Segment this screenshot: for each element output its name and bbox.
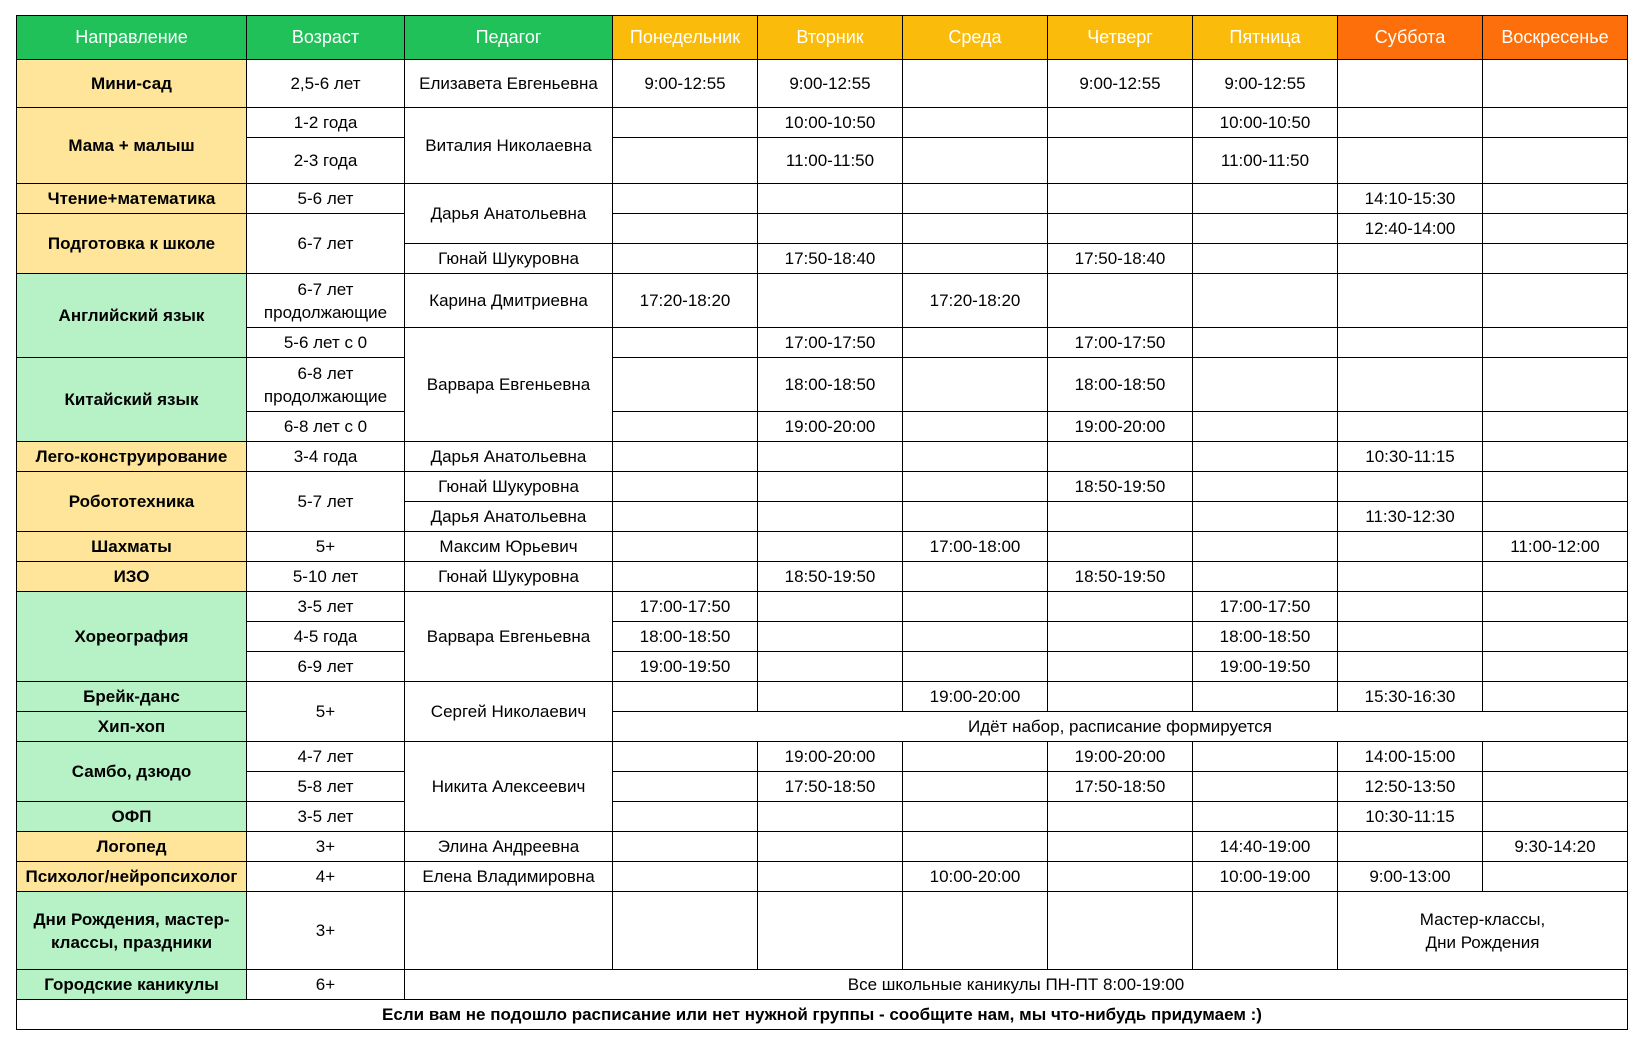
table-row — [17, 562, 1628, 592]
table-cell — [1048, 214, 1193, 244]
table-cell — [1483, 358, 1628, 412]
table-cell: Елизавета Евгеньевна — [405, 60, 613, 108]
table-header — [17, 16, 1628, 60]
header-saturday: Суббота — [1338, 16, 1483, 60]
table-cell: 3-5 лет — [247, 592, 405, 622]
table-row — [17, 1000, 1628, 1030]
table-row — [17, 772, 1628, 802]
table-cell: 17:50-18:40 — [758, 244, 903, 274]
table-cell — [1338, 562, 1483, 592]
table-cell: 2-3 года — [247, 138, 405, 184]
table-cell — [613, 328, 758, 358]
table-row — [17, 652, 1628, 682]
table-cell — [903, 772, 1048, 802]
table-cell — [1483, 682, 1628, 712]
table-cell: 2,5-6 лет — [247, 60, 405, 108]
table-cell: 11:00-11:50 — [1193, 138, 1338, 184]
direction-cell: Мама + малыш — [17, 108, 247, 184]
table-cell — [758, 184, 903, 214]
table-cell: 1-2 года — [247, 108, 405, 138]
table-cell — [1048, 832, 1193, 862]
table-cell — [1048, 442, 1193, 472]
table-cell — [1193, 214, 1338, 244]
table-cell: 18:00-18:50 — [613, 622, 758, 652]
table-cell: Максим Юрьевич — [405, 532, 613, 562]
table-row — [17, 328, 1628, 358]
table-cell — [1338, 622, 1483, 652]
table-cell: 17:20-18:20 — [613, 274, 758, 328]
table-cell — [613, 214, 758, 244]
table-row — [17, 108, 1628, 138]
table-cell — [758, 442, 903, 472]
table-row — [17, 184, 1628, 214]
table-cell — [1048, 802, 1193, 832]
table-cell — [1193, 442, 1338, 472]
table-cell — [405, 892, 613, 970]
table-cell — [613, 472, 758, 502]
table-cell — [1193, 184, 1338, 214]
table-cell: 5+ — [247, 682, 405, 742]
table-cell: Все школьные каникулы ПН-ПТ 8:00-19:00 — [405, 970, 1628, 1000]
table-cell — [1338, 532, 1483, 562]
table-cell — [1338, 274, 1483, 328]
table-cell: 9:00-13:00 — [1338, 862, 1483, 892]
table-cell — [1048, 184, 1193, 214]
table-cell — [613, 244, 758, 274]
direction-cell: ОФП — [17, 802, 247, 832]
table-cell — [1193, 892, 1338, 970]
header-direction: Направление — [17, 16, 247, 60]
table-row — [17, 532, 1628, 562]
table-cell — [903, 502, 1048, 532]
table-cell — [758, 472, 903, 502]
table-cell — [758, 892, 903, 970]
table-row — [17, 274, 1628, 328]
table-cell — [903, 108, 1048, 138]
table-cell — [613, 184, 758, 214]
header-tuesday: Вторник — [758, 16, 903, 60]
table-cell: Элина Андреевна — [405, 832, 613, 862]
table-cell — [903, 472, 1048, 502]
table-row — [17, 682, 1628, 712]
table-cell — [1483, 862, 1628, 892]
table-cell: 17:00-17:50 — [758, 328, 903, 358]
header-row — [17, 16, 1628, 60]
table-cell — [1048, 622, 1193, 652]
table-cell: 10:00-19:00 — [1193, 862, 1338, 892]
table-cell: 6-9 лет — [247, 652, 405, 682]
table-cell — [903, 742, 1048, 772]
direction-cell: Психолог/нейропсихолог — [17, 862, 247, 892]
direction-cell: Хореография — [17, 592, 247, 682]
table-cell — [1338, 138, 1483, 184]
table-cell: 10:00-10:50 — [1193, 108, 1338, 138]
table-cell — [903, 802, 1048, 832]
table-cell: 14:00-15:00 — [1338, 742, 1483, 772]
table-row — [17, 862, 1628, 892]
table-cell — [758, 532, 903, 562]
table-cell — [1483, 652, 1628, 682]
table-cell — [1483, 742, 1628, 772]
table-cell — [903, 214, 1048, 244]
direction-cell: Английский язык — [17, 274, 247, 358]
table-cell — [613, 562, 758, 592]
table-cell — [758, 652, 903, 682]
direction-cell: Шахматы — [17, 532, 247, 562]
table-cell: Дарья Анатольевна — [405, 442, 613, 472]
table-row — [17, 802, 1628, 832]
table-cell — [903, 832, 1048, 862]
table-cell: Варвара Евгеньевна — [405, 328, 613, 442]
table-cell: 17:50-18:50 — [758, 772, 903, 802]
table-cell — [1338, 652, 1483, 682]
table-row — [17, 412, 1628, 442]
table-cell — [1483, 442, 1628, 472]
direction-cell: Подготовка к школе — [17, 214, 247, 274]
header-monday: Понедельник — [613, 16, 758, 60]
header-age: Возраст — [247, 16, 405, 60]
direction-cell: Хип-хоп — [17, 712, 247, 742]
table-cell — [1483, 772, 1628, 802]
table-cell: 5-10 лет — [247, 562, 405, 592]
table-cell: Если вам не подошло расписание или нет нужной группы - сообщите нам, мы что-нибудь придумаем :) — [17, 1000, 1628, 1030]
table-cell — [613, 772, 758, 802]
schedule-table — [16, 15, 1628, 1030]
table-cell — [613, 358, 758, 412]
table-cell — [1483, 274, 1628, 328]
table-row — [17, 592, 1628, 622]
table-cell: 18:00-18:50 — [1048, 358, 1193, 412]
table-cell — [1193, 412, 1338, 442]
table-cell — [1193, 682, 1338, 712]
table-cell — [1338, 60, 1483, 108]
table-cell: Сергей Николаевич — [405, 682, 613, 742]
table-row — [17, 442, 1628, 472]
table-cell — [758, 274, 903, 328]
header-thursday: Четверг — [1048, 16, 1193, 60]
table-cell — [903, 592, 1048, 622]
table-cell — [1193, 742, 1338, 772]
table-cell — [1048, 532, 1193, 562]
table-cell: 3-4 года — [247, 442, 405, 472]
table-cell — [613, 892, 758, 970]
table-cell — [1048, 592, 1193, 622]
table-cell — [903, 184, 1048, 214]
table-cell: 6+ — [247, 970, 405, 1000]
table-cell: 18:00-18:50 — [758, 358, 903, 412]
table-cell: 17:00-17:50 — [613, 592, 758, 622]
table-cell — [1048, 892, 1193, 970]
table-cell — [1193, 358, 1338, 412]
table-cell — [903, 138, 1048, 184]
table-cell: 10:00-10:50 — [758, 108, 903, 138]
table-cell — [1048, 138, 1193, 184]
table-cell: 19:00-20:00 — [758, 412, 903, 442]
table-cell — [613, 502, 758, 532]
header-sunday: Воскресенье — [1483, 16, 1628, 60]
table-cell — [1048, 682, 1193, 712]
table-cell: 19:00-20:00 — [1048, 412, 1193, 442]
table-cell — [903, 442, 1048, 472]
table-cell: 6-8 лет с 0 — [247, 412, 405, 442]
table-cell — [903, 622, 1048, 652]
table-cell: 10:00-20:00 — [903, 862, 1048, 892]
table-cell: Дарья Анатольевна — [405, 502, 613, 532]
table-cell: Виталия Николаевна — [405, 108, 613, 184]
table-cell: 10:30-11:15 — [1338, 802, 1483, 832]
table-cell: 6-7 лет продолжающие — [247, 274, 405, 328]
header-friday: Пятница — [1193, 16, 1338, 60]
table-cell: 14:40-19:00 — [1193, 832, 1338, 862]
table-cell — [613, 802, 758, 832]
table-cell — [758, 802, 903, 832]
table-cell — [1193, 802, 1338, 832]
table-cell — [903, 652, 1048, 682]
table-cell — [1338, 412, 1483, 442]
table-cell — [758, 592, 903, 622]
table-cell — [1338, 472, 1483, 502]
table-cell — [903, 892, 1048, 970]
table-cell — [1483, 184, 1628, 214]
direction-cell: Логопед — [17, 832, 247, 862]
table-cell: 19:00-19:50 — [613, 652, 758, 682]
table-row — [17, 358, 1628, 412]
table-cell: 3-5 лет — [247, 802, 405, 832]
table-cell: 4-7 лет — [247, 742, 405, 772]
table-cell: 6-8 лет продолжающие — [247, 358, 405, 412]
table-cell — [758, 862, 903, 892]
table-cell — [1483, 502, 1628, 532]
table-cell — [1193, 532, 1338, 562]
table-row — [17, 138, 1628, 184]
table-cell: Никита Алексеевич — [405, 742, 613, 832]
table-cell — [1483, 108, 1628, 138]
table-cell: 12:50-13:50 — [1338, 772, 1483, 802]
table-cell — [1193, 274, 1338, 328]
table-cell: 9:00-12:55 — [1193, 60, 1338, 108]
table-cell: 15:30-16:30 — [1338, 682, 1483, 712]
table-cell — [613, 832, 758, 862]
direction-cell: Китайский язык — [17, 358, 247, 442]
table-cell — [1338, 592, 1483, 622]
table-cell: 10:30-11:15 — [1338, 442, 1483, 472]
table-cell — [903, 358, 1048, 412]
table-row — [17, 832, 1628, 862]
table-cell: 17:00-17:50 — [1193, 592, 1338, 622]
table-cell: Гюнай Шукуровна — [405, 244, 613, 274]
table-cell: 3+ — [247, 832, 405, 862]
table-cell — [758, 682, 903, 712]
table-cell — [758, 622, 903, 652]
table-cell — [1048, 274, 1193, 328]
table-cell: Елена Владимировна — [405, 862, 613, 892]
header-teacher: Педагог — [405, 16, 613, 60]
direction-cell: Брейк-данс — [17, 682, 247, 712]
table-cell: 11:00-11:50 — [758, 138, 903, 184]
table-row — [17, 214, 1628, 244]
table-cell — [1338, 328, 1483, 358]
table-cell — [1483, 562, 1628, 592]
table-cell: Идёт набор, расписание формируется — [613, 712, 1628, 742]
direction-cell: Лего-конструирование — [17, 442, 247, 472]
table-cell: 4+ — [247, 862, 405, 892]
table-cell: 17:20-18:20 — [903, 274, 1048, 328]
table-cell — [613, 742, 758, 772]
table-cell: Гюнай Шукуровна — [405, 472, 613, 502]
table-cell — [613, 442, 758, 472]
table-cell — [1483, 244, 1628, 274]
table-cell — [1483, 412, 1628, 442]
table-cell: 5-7 лет — [247, 472, 405, 532]
direction-cell: Робототехника — [17, 472, 247, 532]
table-body — [17, 60, 1628, 1030]
direction-cell: Чтение+математика — [17, 184, 247, 214]
table-cell — [1048, 502, 1193, 532]
table-cell: 18:00-18:50 — [1193, 622, 1338, 652]
table-cell: Гюнай Шукуровна — [405, 562, 613, 592]
direction-cell: Самбо, дзюдо — [17, 742, 247, 802]
table-cell — [903, 328, 1048, 358]
table-row — [17, 472, 1628, 502]
table-cell — [1048, 862, 1193, 892]
table-cell — [1193, 502, 1338, 532]
table-cell: 9:00-12:55 — [1048, 60, 1193, 108]
table-cell — [1193, 328, 1338, 358]
table-cell: 18:50-19:50 — [1048, 472, 1193, 502]
table-cell: 6-7 лет — [247, 214, 405, 274]
table-row — [17, 60, 1628, 108]
table-cell — [903, 412, 1048, 442]
table-cell — [903, 562, 1048, 592]
table-cell — [758, 502, 903, 532]
table-cell — [758, 832, 903, 862]
table-cell: 19:00-20:00 — [1048, 742, 1193, 772]
table-cell — [903, 244, 1048, 274]
table-row — [17, 622, 1628, 652]
table-cell: 5-6 лет с 0 — [247, 328, 405, 358]
table-cell: 9:00-12:55 — [758, 60, 903, 108]
table-cell: Карина Дмитриевна — [405, 274, 613, 328]
table-cell — [1483, 802, 1628, 832]
header-wednesday: Среда — [903, 16, 1048, 60]
table-cell: Варвара Евгеньевна — [405, 592, 613, 682]
table-cell: 17:50-18:40 — [1048, 244, 1193, 274]
table-cell: 14:10-15:30 — [1338, 184, 1483, 214]
table-cell: Дарья Анатольевна — [405, 184, 613, 244]
table-cell: 12:40-14:00 — [1338, 214, 1483, 244]
table-cell — [613, 108, 758, 138]
table-row — [17, 892, 1628, 970]
table-cell: 17:00-17:50 — [1048, 328, 1193, 358]
table-cell — [1483, 60, 1628, 108]
table-cell — [613, 862, 758, 892]
table-cell — [1338, 108, 1483, 138]
table-row — [17, 970, 1628, 1000]
table-cell: 17:50-18:50 — [1048, 772, 1193, 802]
table-cell — [613, 682, 758, 712]
table-row — [17, 742, 1628, 772]
direction-cell: Городские каникулы — [17, 970, 247, 1000]
table-cell: 4-5 года — [247, 622, 405, 652]
table-cell: 19:00-19:50 — [1193, 652, 1338, 682]
table-cell — [1483, 592, 1628, 622]
table-cell: 18:50-19:50 — [1048, 562, 1193, 592]
table-cell — [903, 60, 1048, 108]
table-cell: 5-6 лет — [247, 184, 405, 214]
table-cell: 19:00-20:00 — [903, 682, 1048, 712]
table-cell — [613, 138, 758, 184]
table-cell — [1483, 214, 1628, 244]
table-cell — [1338, 832, 1483, 862]
table-cell: 9:00-12:55 — [613, 60, 758, 108]
table-cell — [1483, 328, 1628, 358]
table-cell — [1338, 358, 1483, 412]
table-cell: 11:00-12:00 — [1483, 532, 1628, 562]
table-cell: 18:50-19:50 — [758, 562, 903, 592]
table-cell — [1193, 562, 1338, 592]
table-cell — [1193, 244, 1338, 274]
table-cell — [1338, 244, 1483, 274]
direction-cell: Мини-сад — [17, 60, 247, 108]
table-cell: 19:00-20:00 — [758, 742, 903, 772]
table-cell: 5+ — [247, 532, 405, 562]
table-cell: 3+ — [247, 892, 405, 970]
table-cell — [613, 412, 758, 442]
table-cell: 17:00-18:00 — [903, 532, 1048, 562]
table-cell — [1048, 108, 1193, 138]
table-cell — [1193, 772, 1338, 802]
direction-cell: Дни Рождения, мастер-классы, праздники — [17, 892, 247, 970]
table-cell: Мастер-классы, Дни Рождения — [1338, 892, 1628, 970]
table-cell — [1048, 652, 1193, 682]
table-cell: 11:30-12:30 — [1338, 502, 1483, 532]
table-cell: 5-8 лет — [247, 772, 405, 802]
direction-cell: ИЗО — [17, 562, 247, 592]
table-cell — [1483, 138, 1628, 184]
table-cell — [1483, 622, 1628, 652]
table-cell — [1483, 472, 1628, 502]
table-cell — [758, 214, 903, 244]
table-cell: 9:30-14:20 — [1483, 832, 1628, 862]
table-cell — [613, 532, 758, 562]
table-cell — [1193, 472, 1338, 502]
